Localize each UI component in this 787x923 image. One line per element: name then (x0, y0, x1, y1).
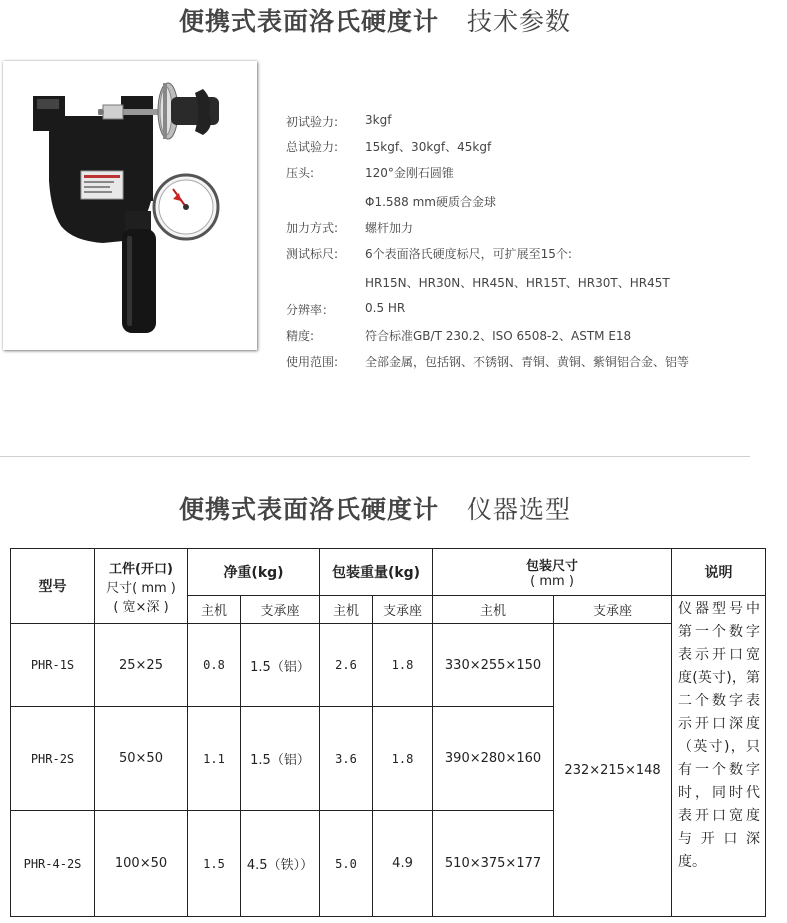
cell-net-stand: 1.5（铝） (241, 707, 320, 811)
spec-label: 测试标尺: (286, 247, 339, 261)
cell-pack-stand: 4.9 (373, 811, 433, 917)
subheader-host: 主机 (188, 596, 241, 624)
cell-size: 50×50 (95, 707, 188, 811)
cell-pack-size-host: 330×255×150 (433, 624, 554, 707)
spec-label: 压头: (286, 166, 315, 180)
hardness-tester-illustration (3, 61, 257, 350)
header-pack-size-line2: ( mm ) (530, 574, 574, 589)
cell-pack-stand: 1.8 (373, 707, 433, 811)
title-main: 便携式表面洛氏硬度计 (178, 7, 439, 36)
cell-net-host: 1.1 (188, 707, 241, 811)
header-net-weight: 净重(kg) (188, 549, 320, 596)
header-pack-weight: 包装重量(kg) (320, 549, 433, 596)
cell-pack-host: 2.6 (320, 624, 373, 707)
subheader-stand: 支承座 (373, 596, 433, 624)
header-workpiece-line1: 工件(开口) (109, 561, 173, 577)
subheader-host: 主机 (433, 596, 554, 624)
title-sub: 仪器选型 (467, 495, 572, 524)
product-photo (3, 61, 257, 350)
cell-pack-size-host: 510×375×177 (433, 811, 554, 917)
table-header-row (11, 549, 766, 596)
spec-label: 分辨率： (286, 303, 335, 317)
spec-value: 全部金属，包括钢、不锈钢、青铜、黄铜、紫铜铝合金、铝等 (365, 355, 690, 369)
subheader-stand: 支承座 (241, 596, 320, 624)
note-cell: 仪器型号中第一个数字表示开口宽度(英寸)，第二个数字表示开口深度（英寸)，只有一个数字时，同时代表开口宽度与开口深度。 (672, 596, 766, 917)
spec-label: 加力方式: (286, 221, 339, 235)
spec-value: Φ1.588 mm硬质合金球 (365, 195, 496, 209)
section-title-selection (0, 490, 750, 526)
header-pack-size (433, 549, 672, 596)
model-selection-table (10, 548, 766, 917)
cell-net-stand: 1.5（铝） (241, 624, 320, 707)
spec-value: 螺杆加力 (365, 221, 414, 235)
header-workpiece-line2: 尺寸( mm ) (106, 580, 176, 596)
subheader-stand: 支承座 (554, 596, 672, 624)
cell-model: PHR-4-2S (11, 811, 95, 917)
cell-net-stand: 4.5（铁）） (241, 811, 320, 917)
cell-pack-stand: 1.8 (373, 624, 433, 707)
cell-net-host: 1.5 (188, 811, 241, 917)
table-row (11, 624, 766, 707)
spec-value: 6个表面洛氏硬度标尺，可扩展至15个: (365, 247, 572, 261)
cell-size: 25×25 (95, 624, 188, 707)
spec-label: 使用范围: (286, 355, 339, 369)
cell-pack-host: 3.6 (320, 707, 373, 811)
spec-value: 15kgf、30kgf、45kgf (365, 140, 492, 154)
header-workpiece (95, 549, 188, 624)
cell-size: 100×50 (95, 811, 188, 917)
header-workpiece-line3: ( 宽×深 ) (113, 599, 169, 615)
spec-value: 0.5 HR (365, 301, 406, 315)
spec-label: 精度: (286, 329, 315, 343)
spec-label: 总试验力: (286, 140, 339, 154)
cell-pack-size-host: 390×280×160 (433, 707, 554, 811)
spec-value: HR15N、HR30N、HR45N、HR15T、HR30T、HR45T (365, 276, 670, 290)
spec-label: 初试验力: (286, 115, 339, 129)
cell-model: PHR-2S (11, 707, 95, 811)
spec-value: 120°金刚石圆锥 (365, 166, 454, 180)
cell-model: PHR-1S (11, 624, 95, 707)
spec-value: 符合标准GB/T 230.2、ISO 6508-2、ASTM E18 (365, 329, 632, 343)
cell-pack-size-stand: 232×215×148 (554, 624, 672, 917)
header-pack-size-line1: 包装尺寸 (526, 559, 579, 574)
section-title-specs (0, 2, 750, 38)
header-model: 型号 (11, 549, 95, 624)
cell-pack-host: 5.0 (320, 811, 373, 917)
section-divider (0, 456, 750, 457)
subheader-host: 主机 (320, 596, 373, 624)
title-main: 便携式表面洛氏硬度计 (178, 495, 439, 524)
cell-net-host: 0.8 (188, 624, 241, 707)
spec-value: 3kgf (365, 113, 392, 127)
title-sub: 技术参数 (467, 7, 572, 36)
header-note: 说明 (672, 549, 766, 596)
